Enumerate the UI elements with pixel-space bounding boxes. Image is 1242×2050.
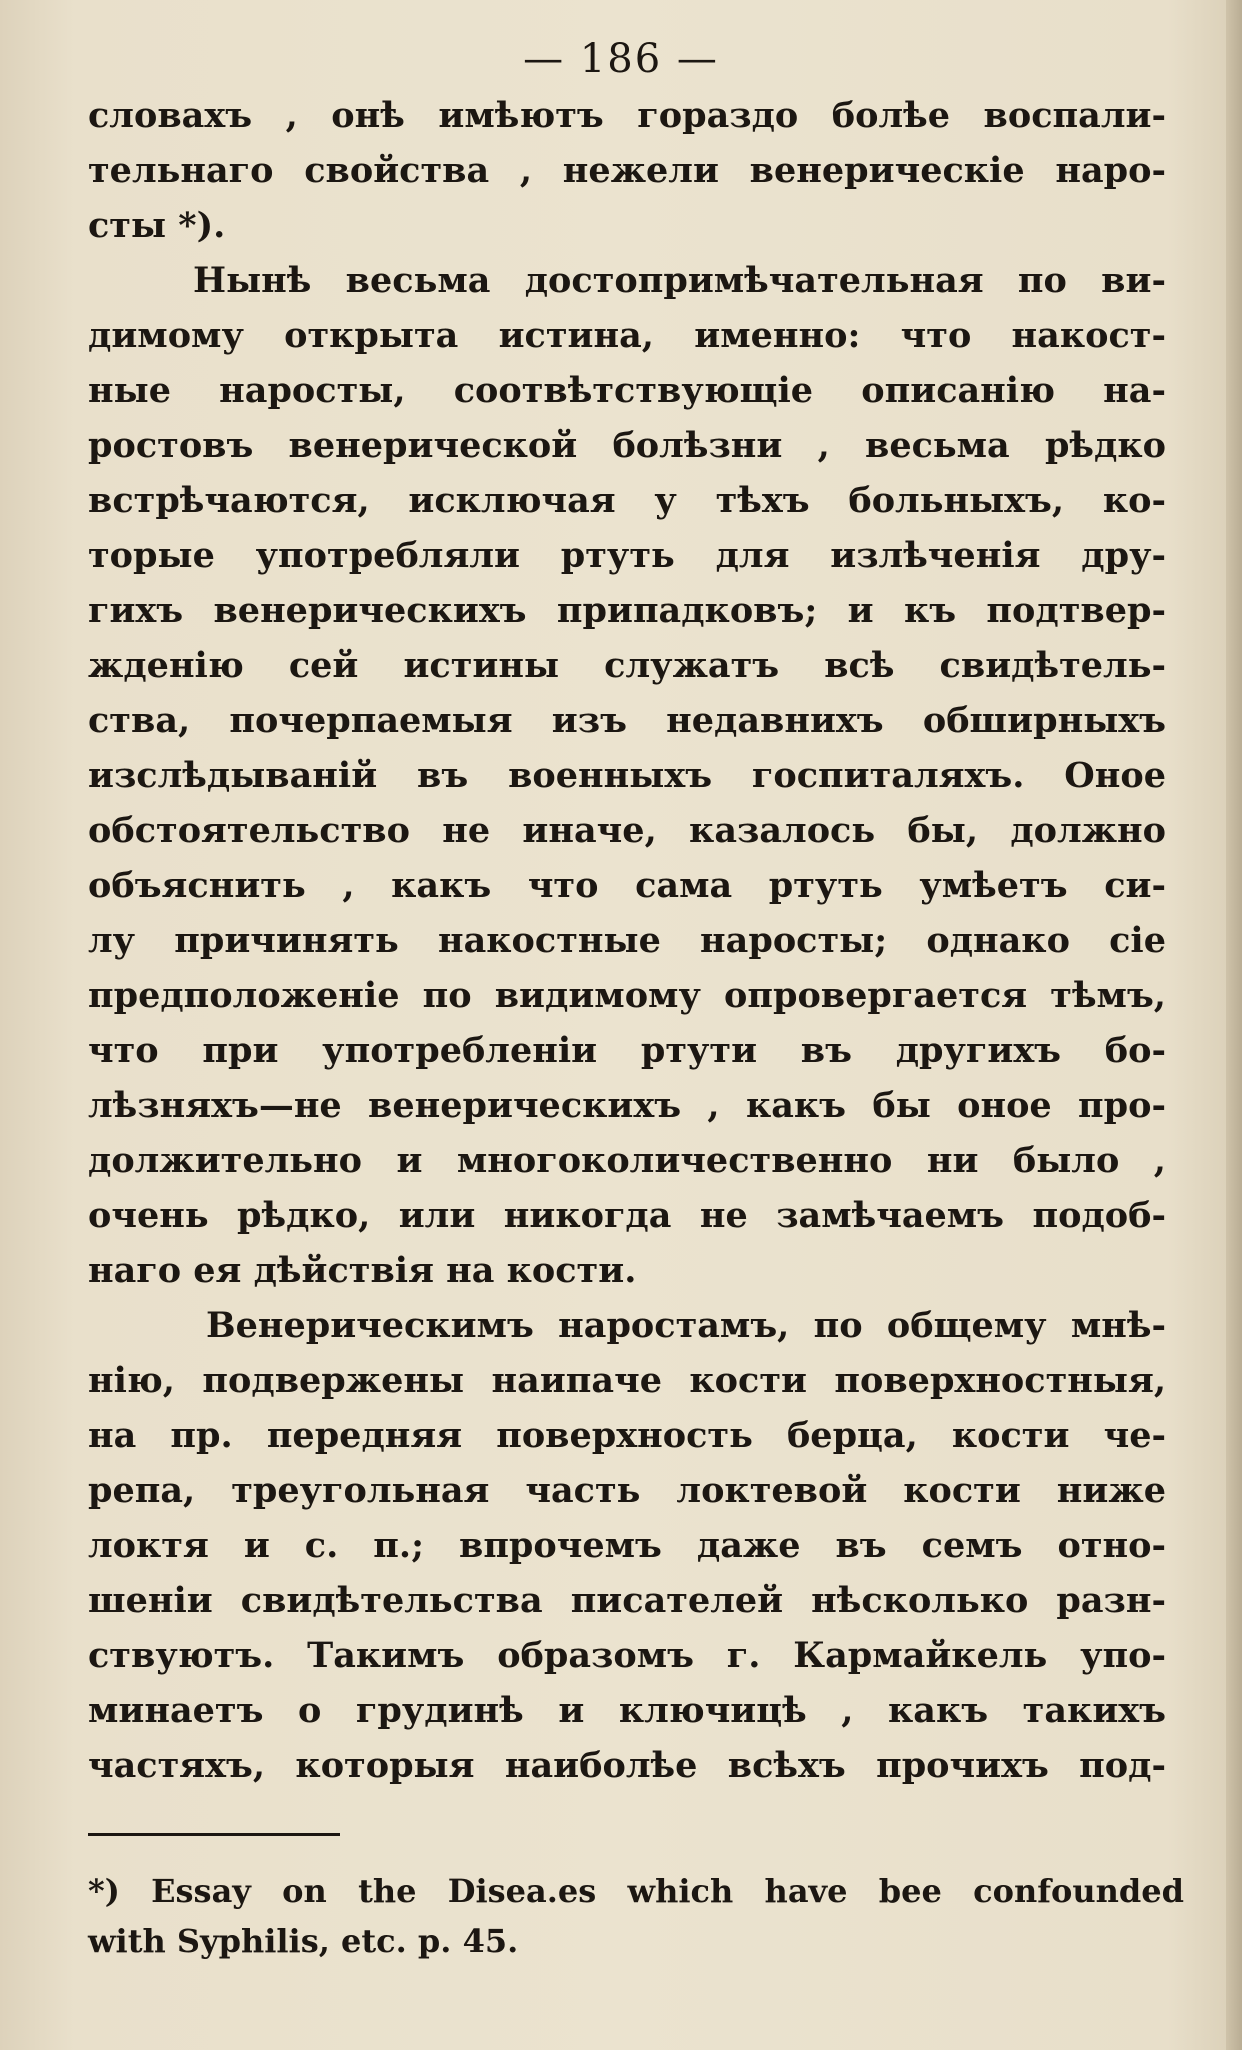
text-line: гихъ венерическихъ припадковъ; и къ подтвер- bbox=[88, 590, 1166, 631]
footnote-rule bbox=[88, 1833, 340, 1836]
text-line: тельнаго свойства , нежели венерическіе наро- bbox=[88, 150, 1166, 191]
text-line: словахъ , онѣ имѣютъ гораздо болѣе воспали- bbox=[88, 95, 1166, 136]
text-line: локтя и с. п.; впрочемъ даже въ семъ отно- bbox=[88, 1525, 1166, 1566]
footnote-line: *) Essay on the Disea.es which have bee confounded bbox=[88, 1872, 1184, 1910]
text-line: ствуютъ. Такимъ образомъ г. Кармайкель упо- bbox=[88, 1635, 1166, 1676]
text-line: шеніи свидѣтельства писателей нѣсколько разн- bbox=[88, 1580, 1166, 1621]
text-line: сты *). bbox=[88, 205, 226, 246]
text-line: ства, почерпаемыя изъ недавнихъ обширныхъ bbox=[88, 700, 1166, 741]
text-line: на пр. передняя поверхность берца, кости че- bbox=[88, 1415, 1166, 1456]
text-line: обстоятельство не иначе, казалось бы, должно bbox=[88, 810, 1166, 851]
text-line: димому открыта истина, именно: что накост- bbox=[88, 315, 1166, 356]
paragraph-start-line: Нынѣ весьма достопримѣчательная по ви- bbox=[193, 260, 1166, 301]
text-line: что при употребленіи ртути въ другихъ бо- bbox=[88, 1030, 1166, 1071]
page-edge bbox=[1226, 0, 1242, 2050]
page-number: — 186 — bbox=[523, 36, 719, 82]
text-line: минаетъ о грудинѣ и ключицѣ , какъ такихъ bbox=[88, 1690, 1166, 1731]
text-line: лу причинять накостные наросты; однако сіе bbox=[88, 920, 1166, 961]
footnote bbox=[88, 1866, 1184, 1966]
body-text bbox=[88, 88, 1166, 1793]
text-line: встрѣчаются, исключая у тѣхъ больныхъ, ко- bbox=[88, 480, 1166, 521]
text-line: изслѣдываній въ военныхъ госпиталяхъ. Оное bbox=[88, 755, 1166, 796]
text-line: объяснить , какъ что сама ртуть умѣетъ си- bbox=[88, 865, 1166, 906]
text-line: частяхъ, которыя наиболѣе всѣхъ прочихъ под- bbox=[88, 1745, 1166, 1786]
text-line: наго ея дѣйствія на кости. bbox=[88, 1250, 637, 1291]
text-line: очень рѣдко, или никогда не замѣчаемъ подоб- bbox=[88, 1195, 1166, 1236]
text-line: лѣзняхъ—не венерическихъ , какъ бы оное про- bbox=[88, 1085, 1166, 1126]
text-line: ные наросты, соотвѣтствующіе описанію на- bbox=[88, 370, 1166, 411]
text-line: должительно и многоколичественно ни было , bbox=[88, 1140, 1166, 1181]
text-line: ростовъ венерической болѣзни , весьма рѣдко bbox=[88, 425, 1166, 466]
paragraph-start-line: Венерическимъ наростамъ, по общему мнѣ- bbox=[206, 1305, 1166, 1346]
text-line: жденію сей истины служатъ всѣ свидѣтель- bbox=[88, 645, 1166, 686]
text-line: торые употребляли ртуть для излѣченія дру- bbox=[88, 535, 1166, 576]
text-line: предположеніе по видимому опровергается тѣмъ, bbox=[88, 975, 1166, 1016]
text-line: нію, подвержены наипаче кости поверхностныя, bbox=[88, 1360, 1166, 1401]
footnote-line: with Syphilis, etc. p. 45. bbox=[88, 1922, 519, 1960]
text-line: репа, треугольная часть локтевой кости ниже bbox=[88, 1470, 1166, 1511]
